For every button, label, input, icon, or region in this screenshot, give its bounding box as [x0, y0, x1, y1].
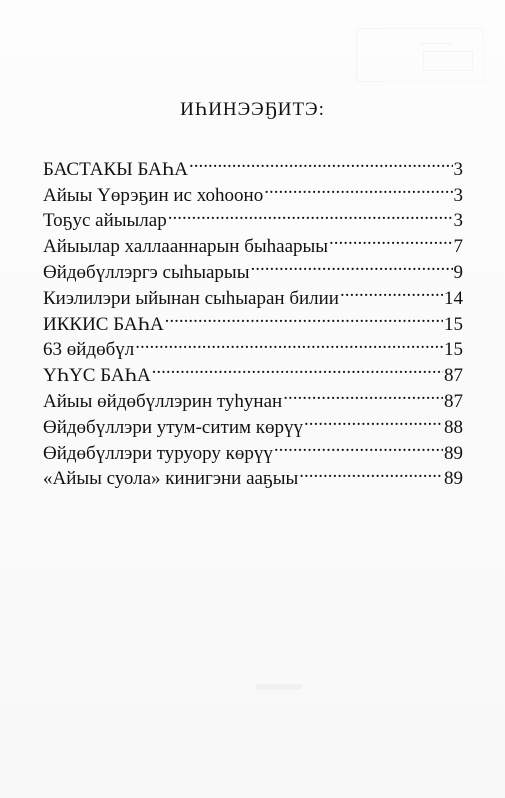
toc-entry-label: 63 өйдөбүл: [43, 339, 135, 361]
toc-entry-label: Өйдөбүллэри туруору көрүү: [43, 442, 273, 464]
table-of-contents: [43, 149, 463, 490]
dot-leader: [283, 381, 443, 407]
toc-entry-page: 7: [453, 236, 463, 258]
dot-leader: [168, 201, 453, 227]
dot-leader: [165, 304, 443, 330]
toc-entry-page: 15: [444, 339, 463, 361]
toc-entry-page: 87: [444, 365, 463, 387]
toc-entry-page: 89: [444, 468, 463, 490]
toc-entry-page: 3: [453, 158, 463, 180]
toc-heading: ИҺИНЭЭҔИТЭ:: [180, 99, 325, 120]
toc-entry-label: Айыы өйдөбүллэрин туһунан: [43, 390, 283, 412]
dot-leader: [299, 459, 443, 485]
toc-entry-label: БАСТАКЫ БАҺА: [43, 158, 188, 180]
faint-stamp-mark: [356, 28, 484, 82]
toc-entry[interactable]: [43, 149, 463, 180]
toc-entry-page: 87: [444, 390, 463, 412]
dot-leader: [250, 252, 452, 278]
toc-entry-label: Киэлилэри ыйынан сыһыаран билии: [43, 287, 339, 309]
dot-leader: [304, 407, 443, 433]
toc-entry-label: Айыылар халлааннарын быһаарыы: [43, 236, 329, 258]
toc-entry-page: 9: [453, 261, 463, 283]
toc-entry-label: Айыы Үөрэҕин ис хоһооно: [43, 184, 264, 206]
paper-smudge: [256, 684, 302, 690]
toc-entry-label: ИККИС БАҺА: [43, 313, 164, 335]
toc-entry-label: Тоҕус айыылар: [43, 210, 167, 232]
toc-entry-page: 3: [453, 210, 463, 232]
toc-entry-page: 14: [444, 287, 463, 309]
dot-leader: [189, 149, 453, 175]
dot-leader: [329, 226, 452, 252]
dot-leader: [135, 330, 443, 356]
dot-leader: [274, 433, 443, 459]
toc-entry-page: 15: [444, 313, 463, 335]
dot-leader: [152, 355, 443, 381]
toc-entry-label: «Айыы суола» кинигэни ааҕыы: [43, 468, 299, 490]
dot-leader: [340, 278, 443, 304]
dot-leader: [264, 175, 452, 201]
toc-entry-label: ҮҺҮС БАҺА: [43, 365, 151, 387]
toc-entry-label: Өйдөбүллэри утум-ситим көрүү: [43, 416, 303, 438]
toc-entry-page: 3: [453, 184, 463, 206]
toc-entry-label: Өйдөбүллэргэ сыһыарыы: [43, 261, 250, 283]
toc-entry-page: 88: [444, 416, 463, 438]
toc-entry-page: 89: [444, 442, 463, 464]
